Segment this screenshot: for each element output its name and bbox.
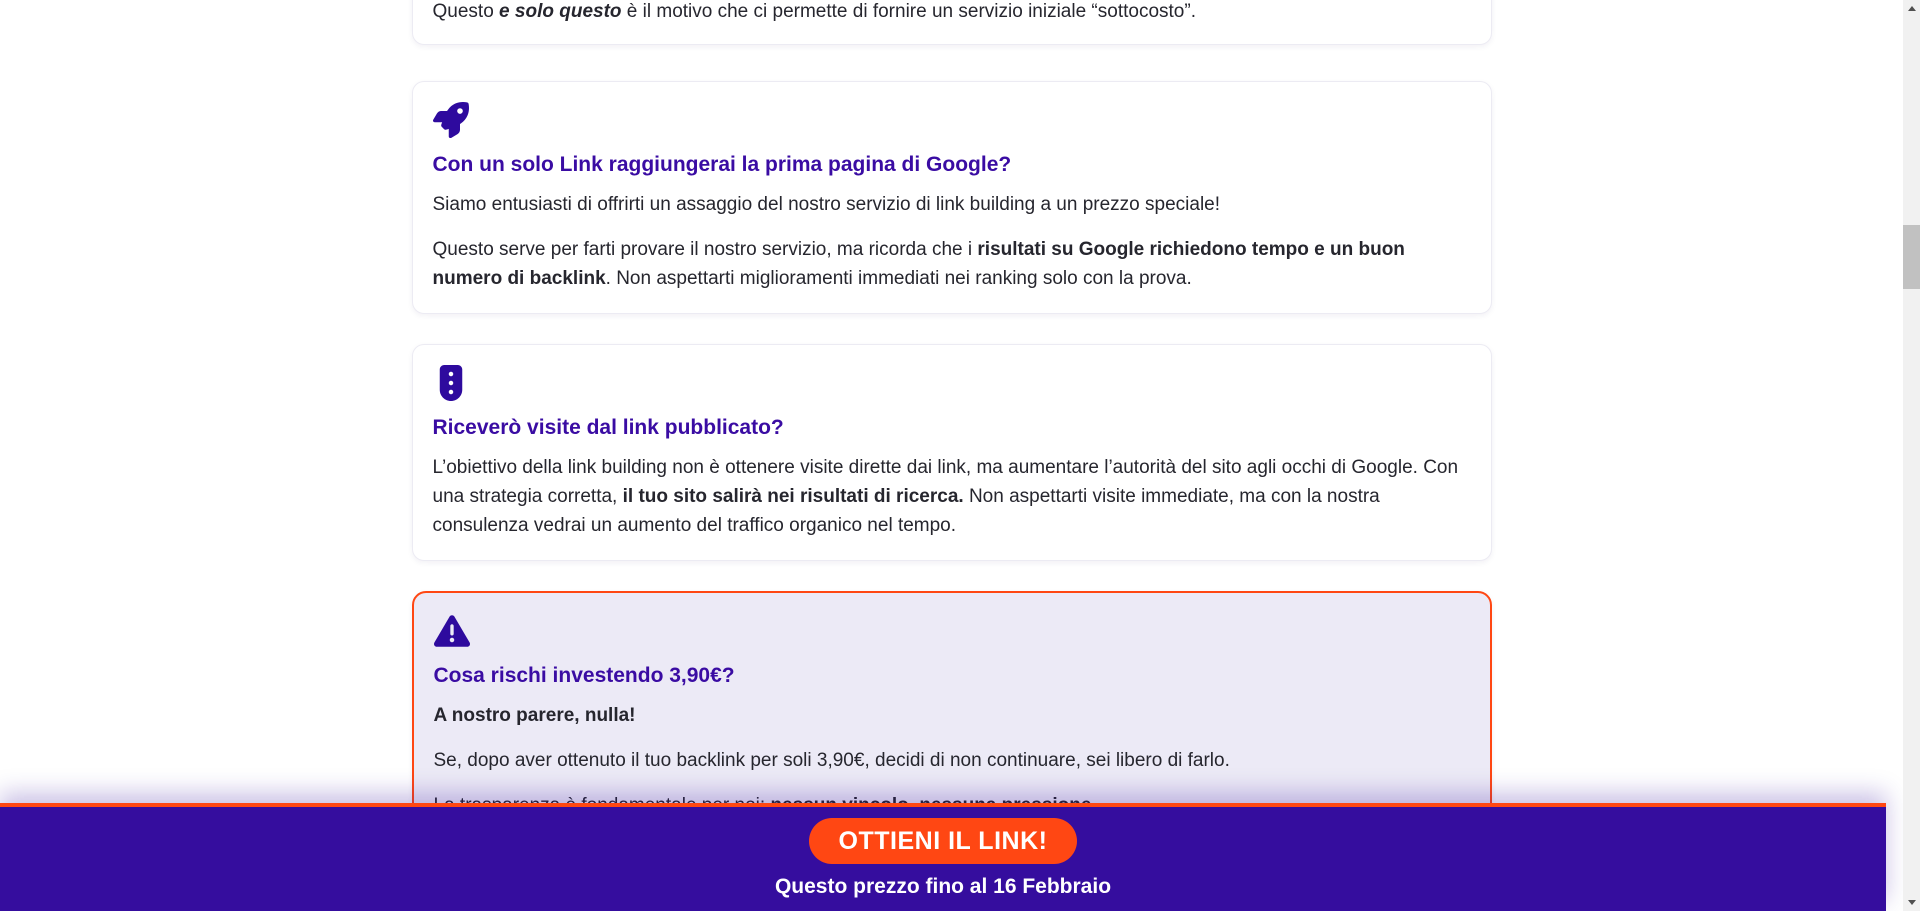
card-title: Cosa rischi investendo 3,90€? — [433, 664, 735, 687]
vertical-scrollbar[interactable] — [1903, 0, 1920, 911]
traffic-light-icon — [433, 365, 471, 403]
rocket-icon — [433, 102, 471, 140]
scrollbar-thumb[interactable] — [1903, 225, 1920, 289]
card-paragraph: Questo serve per farti provare il nostro servizio, ma ricorda che i risultati su Google richiedono tempo e un buon numero di backlink. Non aspettarti miglioramenti immediati nei ranking solo con la prova. — [432, 239, 1405, 289]
price-deadline-text: Questo prezzo fino al 16 Febbraio — [774, 875, 1112, 898]
faq-card-visits — [412, 344, 1492, 561]
card-paragraph: Siamo entusiasti di offrirti un assaggio del nostro servizio di link building a un prezzo speciale! — [432, 194, 1221, 215]
content-column — [412, 0, 1492, 842]
warning-icon — [434, 613, 472, 651]
intro-text: Questo e solo questo è il motivo che ci permette di fornire un servizio iniziale “sottocosto”. — [432, 1, 1196, 22]
intro-card — [412, 0, 1492, 45]
card-title: Con un solo Link raggiungerai la prima pagina di Google? — [432, 153, 1012, 176]
faq-card-google-first-page — [412, 81, 1492, 314]
sticky-cta-bar — [0, 803, 1886, 911]
scroll-up-arrow-icon[interactable] — [1903, 0, 1920, 17]
card-paragraph: L’obiettivo della link building non è ottenere visite dirette dai link, ma aumentare l’autorità del sito agli occhi di Google. Con una strategia corretta, il tuo sito salirà nei risultati di ricerca. Non aspettarti visite immediate, ma con la nostra consulenza vedrai un aumento del traffico organico nel tempo. — [432, 457, 1459, 536]
get-link-button[interactable]: OTTIENI IL LINK! — [809, 818, 1078, 864]
card-paragraph: A nostro parere, nulla! — [433, 705, 636, 726]
card-title: Riceverò visite dal link pubblicato? — [432, 416, 784, 439]
card-paragraph: Se, dopo aver ottenuto il tuo backlink per soli 3,90€, decidi di non continuare, sei libero di farlo. — [433, 750, 1230, 771]
scroll-down-arrow-icon[interactable] — [1903, 894, 1920, 911]
